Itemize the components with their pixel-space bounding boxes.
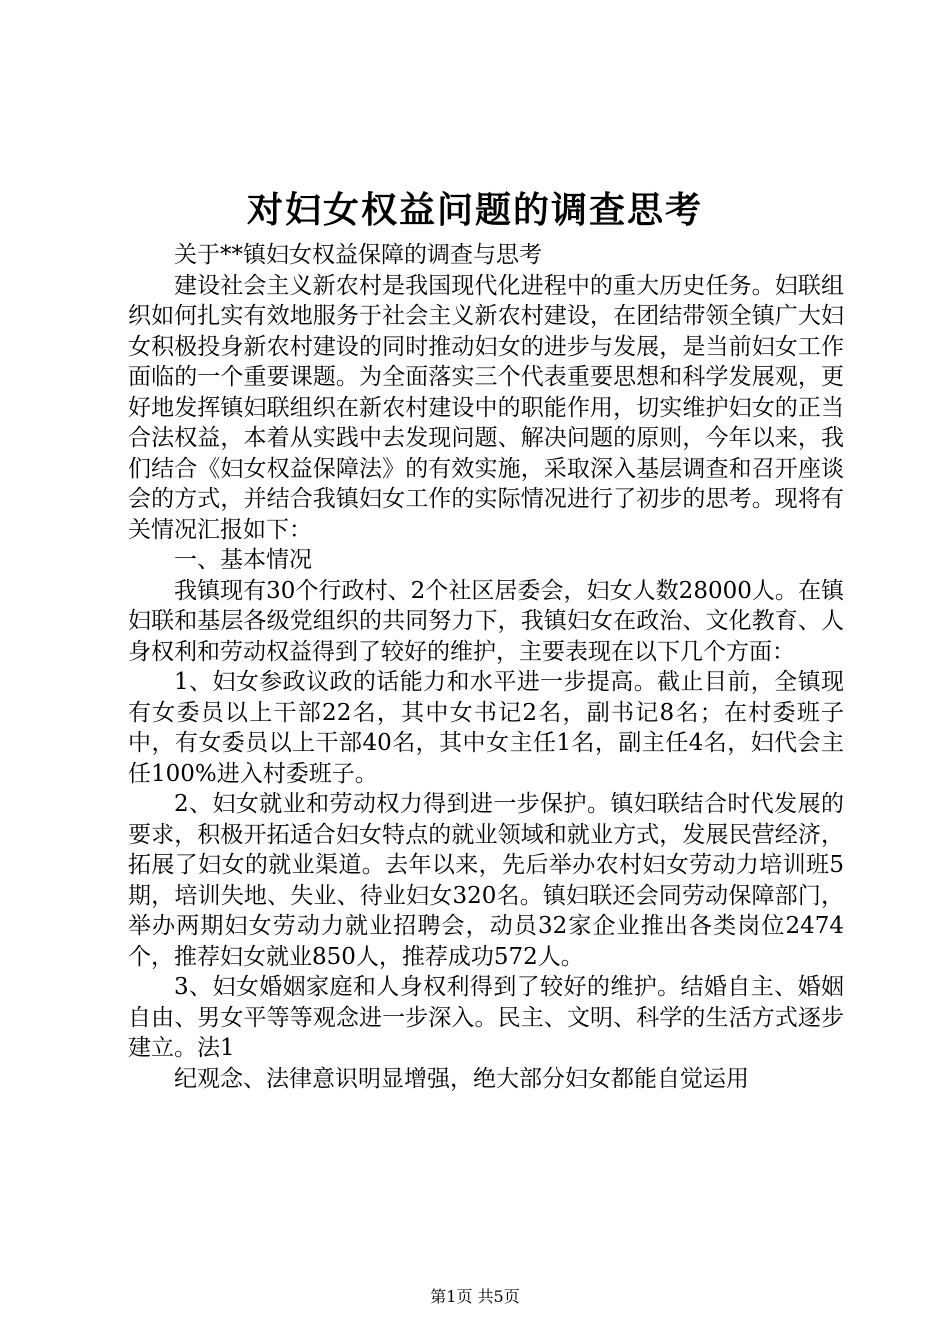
document-title: 对妇女权益问题的调查思考 — [246, 189, 703, 231]
body-paragraph: 纪观念、法律意识明显增强，绝大部分妇女都能自觉运用 — [174, 1065, 749, 1092]
document-body — [128, 240, 844, 1094]
body-paragraph: 3、妇女婚姻家庭和人身权利得到了较好的维护。结婚自主、婚姻自由、男女平等等观念进一步深入。民主、文明、科学的生活方式逐步建立。法1 — [128, 974, 844, 1061]
section-heading: 一、基本情况 — [174, 547, 312, 573]
body-paragraph: 1、妇女参政议政的话能力和水平进一步提高。截止目前，全镇现有女委员以上干部22名，其中女书记2名，副书记8名；在村委班子中，有女委员以上干部40名，其中女主任1名，副主任4名，妇代会主任100%进入村委班子。 — [128, 669, 844, 787]
body-paragraph: 我镇现有30个行政村、2个社区居委会，妇女人数28000人。在镇妇联和基层各级党组织的共同努力下，我镇妇女在政治、文化教育、人身权利和劳动权益得到了较好的维护，主要表现在以下几个方面： — [128, 577, 844, 665]
subtitle-paragraph: 关于**镇妇女权益保障的调查与思考 — [174, 242, 542, 268]
body-paragraph: 2、妇女就业和劳动权力得到进一步保护。镇妇联结合时代发展的要求，积极开拓适合妇女特点的就业领域和就业方式，发展民营经济，拓展了妇女的就业渠道。去年以来，先后举办农村妇女劳动力培训班5期，培训失地、失业、待业妇女320名。镇妇联还会同劳动保障部门，举办两期妇女劳动力就业招聘会，动员32家企业推出各类岗位2474个，推荐妇女就业850人，推荐成功572人。 — [128, 791, 844, 970]
page-footer: 第1页 共5页 — [430, 1287, 520, 1306]
body-paragraph: 建设社会主义新农村是我国现代化进程中的重大历史任务。妇联组织如何扎实有效地服务于社会主义新农村建设，在团结带领全镇广大妇女积极投身新农村建设的同时推动妇女的进步与发展，是当前妇女工作面临的一个重要课题。为全面落实三个代表重要思想和科学发展观，更好地发挥镇妇联组织在新农村建设中的职能作用，切实维护妇女的正当合法权益，本着从实践中去发现问题、解决问题的原则，今年以来，我们结合《妇女权益保障法》的有效实施，采取深入基层调查和召开座谈会的方式，并结合我镇妇女工作的实际情况进行了初步的思考。现将有关情况汇报如下： — [128, 272, 844, 543]
